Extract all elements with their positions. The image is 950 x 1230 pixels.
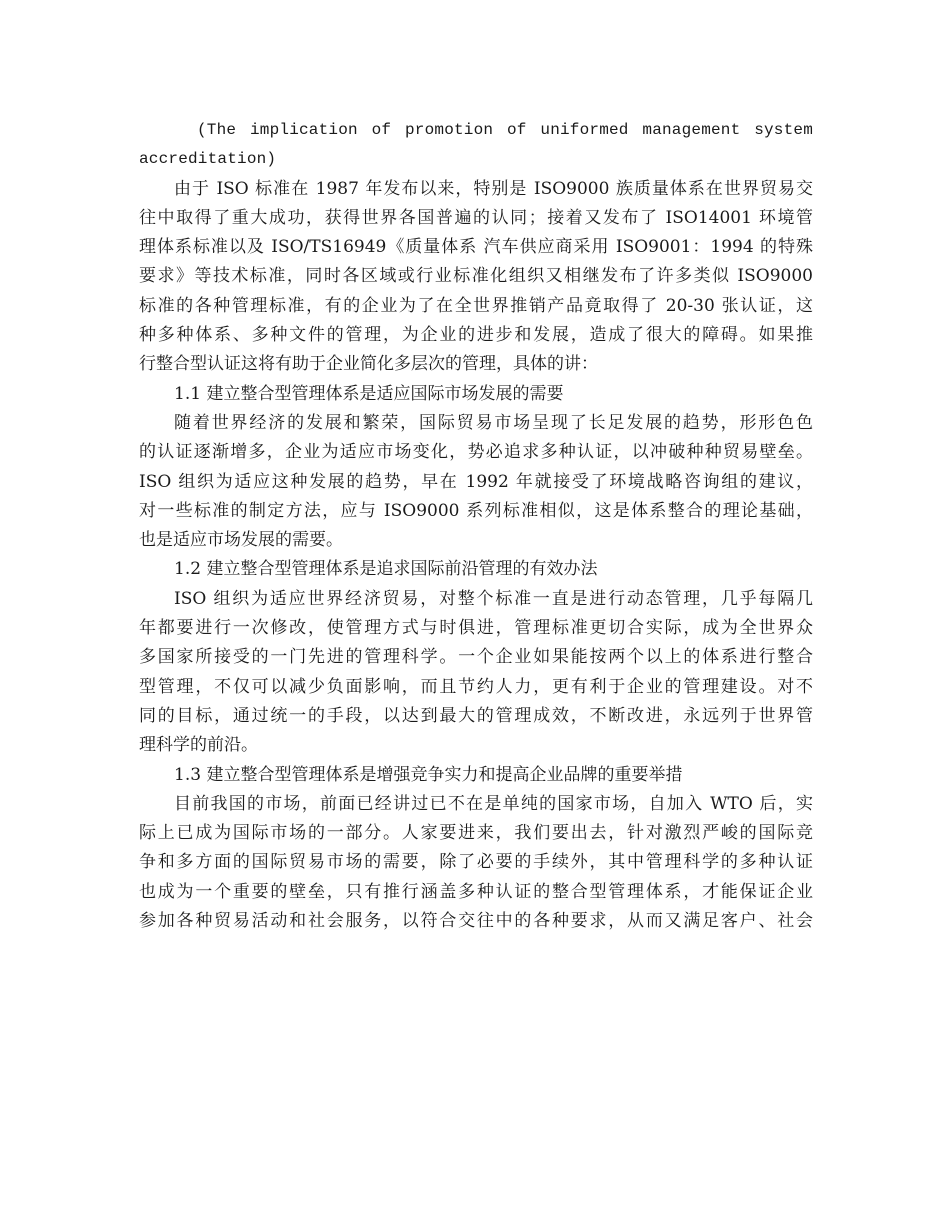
paragraph-line: 也是适应市场发展的需要。 xyxy=(139,530,343,551)
paragraph-line: 行整合型认证这将有助于企业简化多层次的管理，具体的讲： xyxy=(139,354,598,375)
paragraph-line: 多国家所接受的一门先进的管理科学。一个企业如果能按两个以上的体系进行整合 xyxy=(139,647,813,668)
document-page xyxy=(139,116,813,936)
paragraph-line: 际上已成为国际市场的一部分。人家要进来，我们要出去，针对激烈严峻的国际竞 xyxy=(139,823,813,844)
english-title-line xyxy=(139,116,813,145)
english-title-word: (The xyxy=(197,121,237,139)
english-title-word: management xyxy=(642,121,741,139)
paragraph-line: 年都要进行一次修改，使管理方式与时俱进，管理标准更切合实际，成为全世界众 xyxy=(139,618,813,639)
section-heading-1-2: 1.2 建立整合型管理体系是追求国际前沿管理的有效办法 xyxy=(174,559,598,580)
section-1-2-paragraph xyxy=(139,585,813,761)
paragraph-line: 种多种体系、多种文件的管理，为企业的进步和发展，造成了很大的障碍。如果推 xyxy=(139,325,813,346)
paragraph-line: 要求》等技术标准，同时各区域或行业标准化组织又相继发布了许多类似 ISO9000 xyxy=(139,266,813,287)
section-1-3-paragraph xyxy=(139,790,813,936)
paragraph-line: 由于 ISO 标准在 1987 年发布以来，特别是 ISO9000 族质量体系在世界贸易交 xyxy=(174,178,813,199)
english-title-word: of xyxy=(371,121,392,139)
paragraph-line: 理科学的前沿。 xyxy=(139,735,258,756)
english-title-word: uniformed xyxy=(540,121,629,139)
paragraph-line: 型管理，不仅可以减少负面影响，而且节约人力，更有利于企业的管理建设。对不 xyxy=(139,676,813,697)
paragraph-line: 争和多方面的国际贸易市场的需要，除了必要的手续外，其中管理科学的多种认证 xyxy=(139,852,813,873)
paragraph-line: 也成为一个重要的壁垒，只有推行涵盖多种认证的整合型管理体系，才能保证企业 xyxy=(139,881,813,902)
paragraph-line: 对一些标准的制定方法，应与 ISO9000 系列标准相似，这是体系整合的理论基础， xyxy=(139,500,813,521)
paragraph-line: 往中取得了重大成功，获得世界各国普遍的认同；接着又发布了 ISO14001 环境管 xyxy=(139,207,813,228)
english-title-continuation: accreditation) xyxy=(139,150,277,169)
paragraph-line: 的认证逐渐增多，企业为适应市场变化，势必追求多种认证，以冲破种种贸易壁垒。 xyxy=(139,442,813,463)
english-title-word: of xyxy=(507,121,527,139)
paragraph-line: 随着世界经济的发展和繁荣，国际贸易市场呈现了长足发展的趋势，形形色色 xyxy=(174,412,813,433)
paragraph-line: 理体系标准以及 ISO/TS16949《质量体系 汽车供应商采用 ISO9001：1994 的特殊 xyxy=(139,237,813,258)
paragraph-line: 标准的各种管理标准，有的企业为了在全世界推销产品竟取得了 20-30 张认证，这 xyxy=(139,295,813,316)
english-title-word: promotion xyxy=(405,121,494,139)
section-heading-1-3: 1.3 建立整合型管理体系是增强竞争实力和提高企业品牌的重要举措 xyxy=(174,764,683,785)
english-title-word: system xyxy=(754,121,813,139)
paragraph-line: ISO 组织为适应这种发展的趋势，早在 1992 年就接受了环境战略咨询组的建议， xyxy=(139,471,813,492)
paragraph-line: 同的目标，通过统一的手段，以达到最大的管理成效，不断改进，永远列于世界管 xyxy=(139,705,813,726)
english-title-word: implication xyxy=(250,121,358,139)
section-heading-1-1: 1.1 建立整合型管理体系是适应国际市场发展的需要 xyxy=(174,383,564,404)
section-1-1-paragraph xyxy=(139,409,813,555)
intro-paragraph xyxy=(139,175,813,380)
paragraph-line: ISO 组织为适应世界经济贸易，对整个标准一直是进行动态管理，几乎每隔几 xyxy=(174,588,813,609)
paragraph-line: 参加各种贸易活动和社会服务，以符合交往中的各种要求，从而又满足客户、社会 xyxy=(139,911,813,932)
paragraph-line: 目前我国的市场，前面已经讲过已不在是单纯的国家市场，自加入 WTO 后，实 xyxy=(174,793,813,814)
